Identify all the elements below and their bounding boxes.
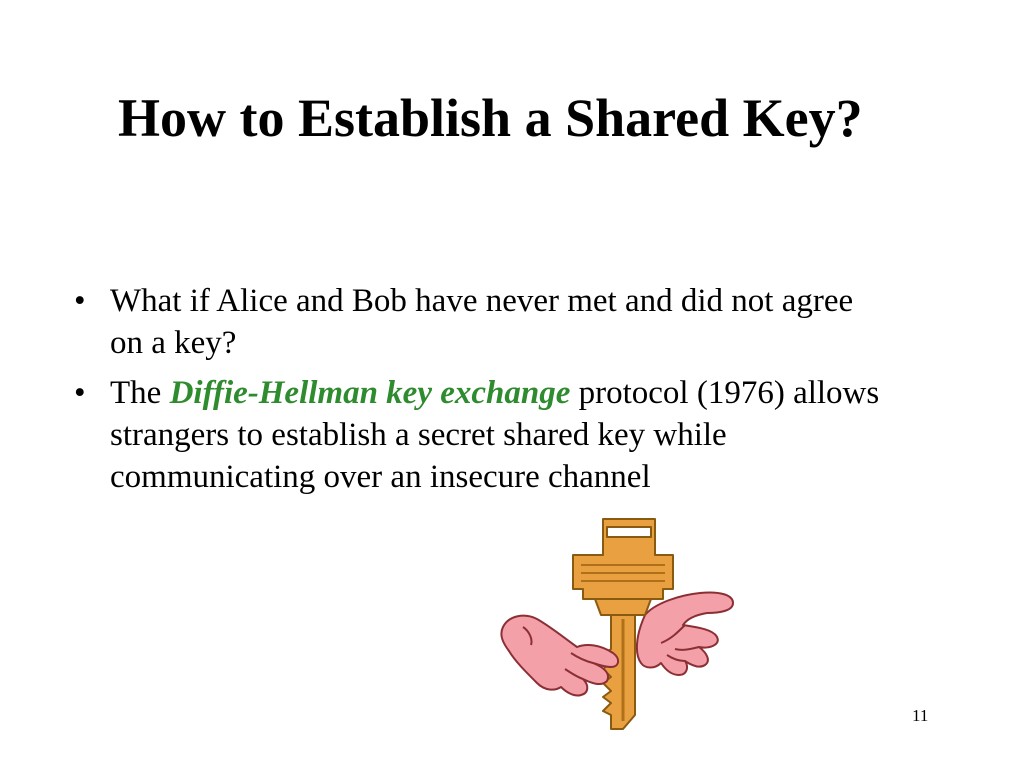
bullet-text-before: The bbox=[110, 375, 170, 411]
diffie-hellman-term: Diffie-Hellman key exchange bbox=[169, 375, 571, 411]
bullet-text-after: protocol (1976) allows strangers to establish a secret shared key while communicating over an insecure channel bbox=[110, 375, 880, 495]
bullet-item bbox=[72, 280, 892, 364]
page-number: 11 bbox=[912, 706, 929, 725]
bullet-text: What if Alice and Bob have never met and did not agree on a key? bbox=[110, 283, 854, 361]
bullet-glyph: • bbox=[74, 375, 86, 411]
left-hand bbox=[501, 616, 618, 696]
right-hand bbox=[637, 592, 733, 675]
bullet-glyph: • bbox=[74, 283, 86, 319]
slide-title: How to Establish a Shared Key? bbox=[118, 88, 863, 148]
bullet-list bbox=[72, 280, 892, 506]
bullet-item bbox=[72, 372, 892, 498]
key-in-hands-icon bbox=[495, 515, 745, 737]
